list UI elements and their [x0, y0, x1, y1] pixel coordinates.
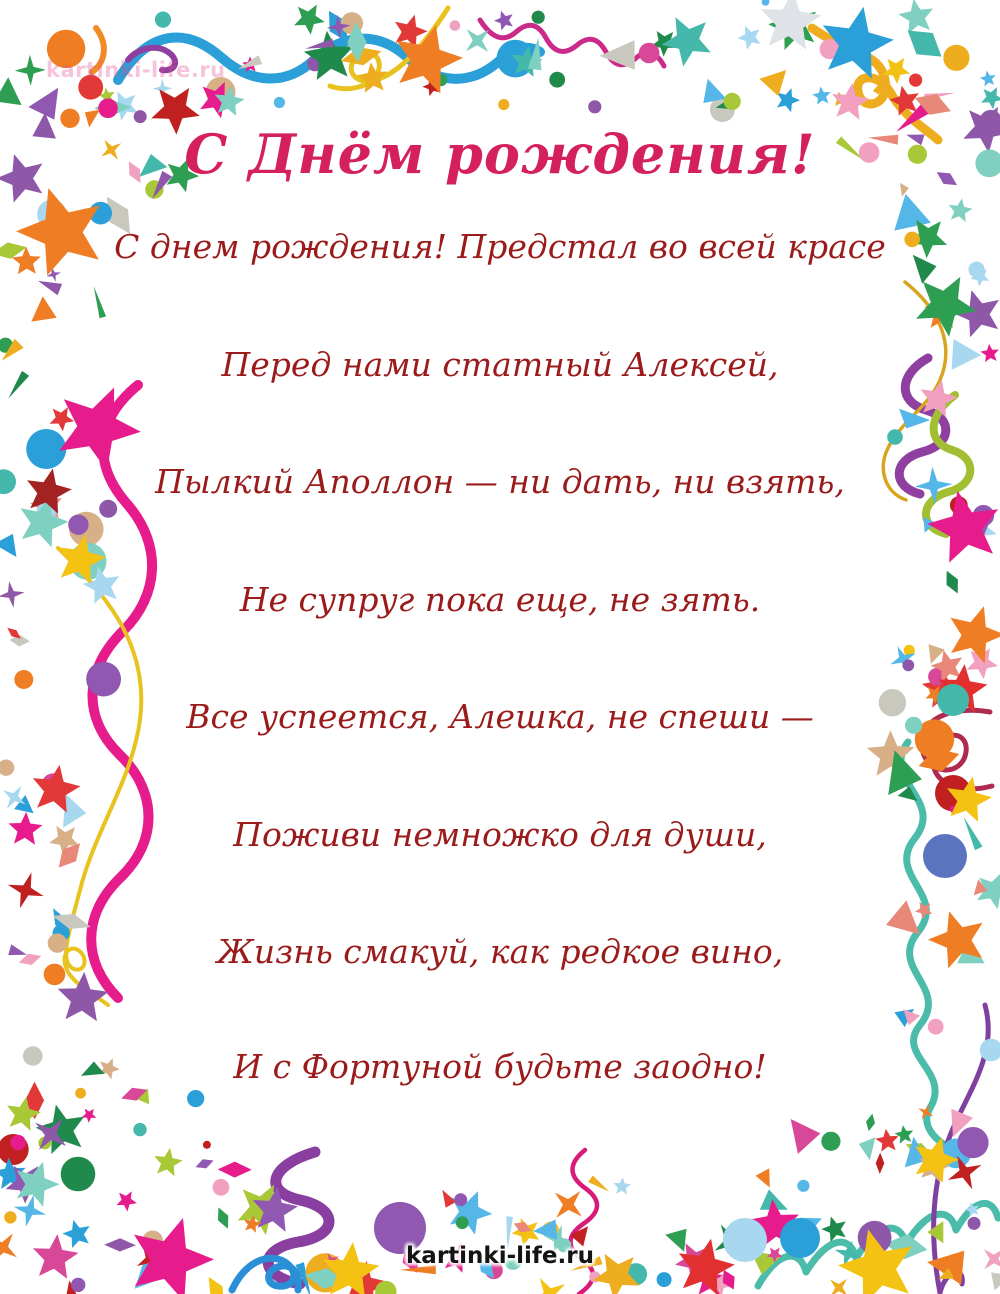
poem-line-4: Не супруг пока еще, не зять. — [239, 580, 761, 619]
confetti-shape — [450, 20, 461, 31]
confetti-shape — [456, 1216, 469, 1229]
confetti-shape — [8, 873, 44, 909]
confetti-shape — [294, 5, 325, 35]
confetti-shape — [203, 1141, 211, 1149]
confetti-shape — [588, 100, 601, 113]
confetti-shape — [274, 97, 285, 108]
poem-line-3: Пылкий Аполлон — ни дать, ни взять, — [155, 462, 845, 501]
confetti-shape — [908, 31, 942, 57]
confetti-shape — [82, 1109, 97, 1123]
confetti-shape — [98, 99, 118, 119]
confetti-shape — [957, 1127, 988, 1158]
confetti-shape — [533, 1278, 565, 1294]
confetti-shape — [875, 1129, 898, 1152]
confetti-shape — [86, 662, 121, 697]
confetti-shape — [895, 1125, 914, 1144]
confetti-shape — [454, 1193, 467, 1206]
confetti-shape — [876, 1153, 885, 1175]
confetti-shape — [968, 1217, 981, 1230]
confetti-shape — [10, 1135, 25, 1150]
confetti-shape — [900, 183, 909, 197]
confetti-shape — [7, 628, 20, 639]
confetti-shape — [71, 1278, 85, 1292]
confetti-shape — [0, 760, 14, 776]
confetti-shape — [218, 1207, 228, 1228]
poem-line-1: С днем рождения! Предстал во всей красе — [114, 227, 886, 266]
confetti-shape — [830, 1279, 847, 1294]
confetti-shape — [898, 0, 933, 34]
confetti-shape — [886, 900, 920, 934]
confetti-shape — [549, 72, 565, 88]
confetti-shape — [305, 39, 334, 49]
confetti-shape — [466, 29, 489, 52]
confetti-shape — [94, 286, 106, 318]
confetti-shape — [928, 1019, 944, 1035]
confetti-shape — [75, 1088, 86, 1099]
confetti-shape — [15, 55, 46, 86]
confetti-shape — [980, 71, 996, 87]
confetti-shape — [821, 1132, 840, 1151]
confetti-shape — [555, 1191, 582, 1218]
confetti-shape — [949, 198, 973, 222]
confetti-shape — [68, 515, 88, 535]
confetti-shape — [909, 74, 922, 87]
confetti-shape — [99, 500, 117, 518]
confetti-shape — [657, 1272, 672, 1287]
confetti-shape — [894, 194, 931, 231]
confetti-shape — [613, 1177, 631, 1194]
confetti-shape — [762, 0, 770, 6]
confetti-shape — [812, 87, 830, 105]
confetti-shape — [155, 12, 171, 28]
poem-line-5: Все успеется, Алешка, не спеши — — [186, 697, 814, 736]
confetti-shape — [662, 17, 711, 66]
confetti-shape — [981, 87, 1000, 109]
confetti-shape — [759, 70, 786, 96]
confetti-shape — [494, 11, 513, 31]
confetti-shape — [943, 45, 969, 71]
poem-line-7: Жизнь смакуй, как редкое вино, — [216, 932, 784, 971]
confetti-shape — [991, 1272, 1000, 1290]
confetti-shape — [498, 99, 509, 110]
confetti-shape — [639, 43, 660, 64]
card-title: С Днём рождения! — [184, 122, 816, 186]
confetti-shape — [213, 1179, 230, 1196]
confetti-shape — [902, 659, 914, 671]
confetti-shape — [791, 1119, 821, 1154]
confetti-shape — [61, 1157, 96, 1192]
confetti-shape — [0, 534, 16, 557]
confetti-shape — [532, 11, 545, 24]
confetti-shape — [866, 1114, 875, 1132]
confetti-shape — [187, 1090, 204, 1107]
confetti-shape — [859, 1137, 876, 1160]
confetti-shape — [14, 670, 33, 689]
confetti-shape — [724, 93, 741, 110]
confetti-shape — [21, 498, 69, 548]
confetti-shape — [28, 88, 58, 120]
confetti-shape — [116, 1191, 136, 1211]
confetti-shape — [209, 1277, 224, 1294]
confetti-shape — [4, 1211, 16, 1223]
watermark-top-left: kartinki-life.ru — [46, 58, 226, 82]
confetti-shape — [887, 429, 903, 445]
confetti-shape — [134, 110, 147, 123]
confetti-shape — [38, 281, 62, 295]
confetti-shape — [0, 77, 22, 105]
confetti-shape — [756, 1168, 770, 1187]
confetti-shape — [797, 1180, 809, 1192]
confetti-shape — [777, 88, 800, 112]
confetti-shape — [154, 1148, 182, 1176]
confetti-shape — [133, 1123, 146, 1136]
poem-line-2: Перед нами статный Алексей, — [221, 345, 779, 384]
watermark-bottom: kartinki-life.ru — [406, 1243, 594, 1269]
confetti-shape — [738, 26, 761, 50]
confetti-shape — [196, 1159, 214, 1168]
confetti-shape — [31, 296, 56, 321]
confetti-shape — [821, 1216, 846, 1242]
poem-line-6: Поживи немножко для души, — [233, 815, 767, 854]
poem-line-8: И с Фортуной будьте заодно! — [233, 1047, 767, 1086]
confetti-shape — [588, 1176, 609, 1192]
confetti-shape — [218, 1162, 252, 1178]
